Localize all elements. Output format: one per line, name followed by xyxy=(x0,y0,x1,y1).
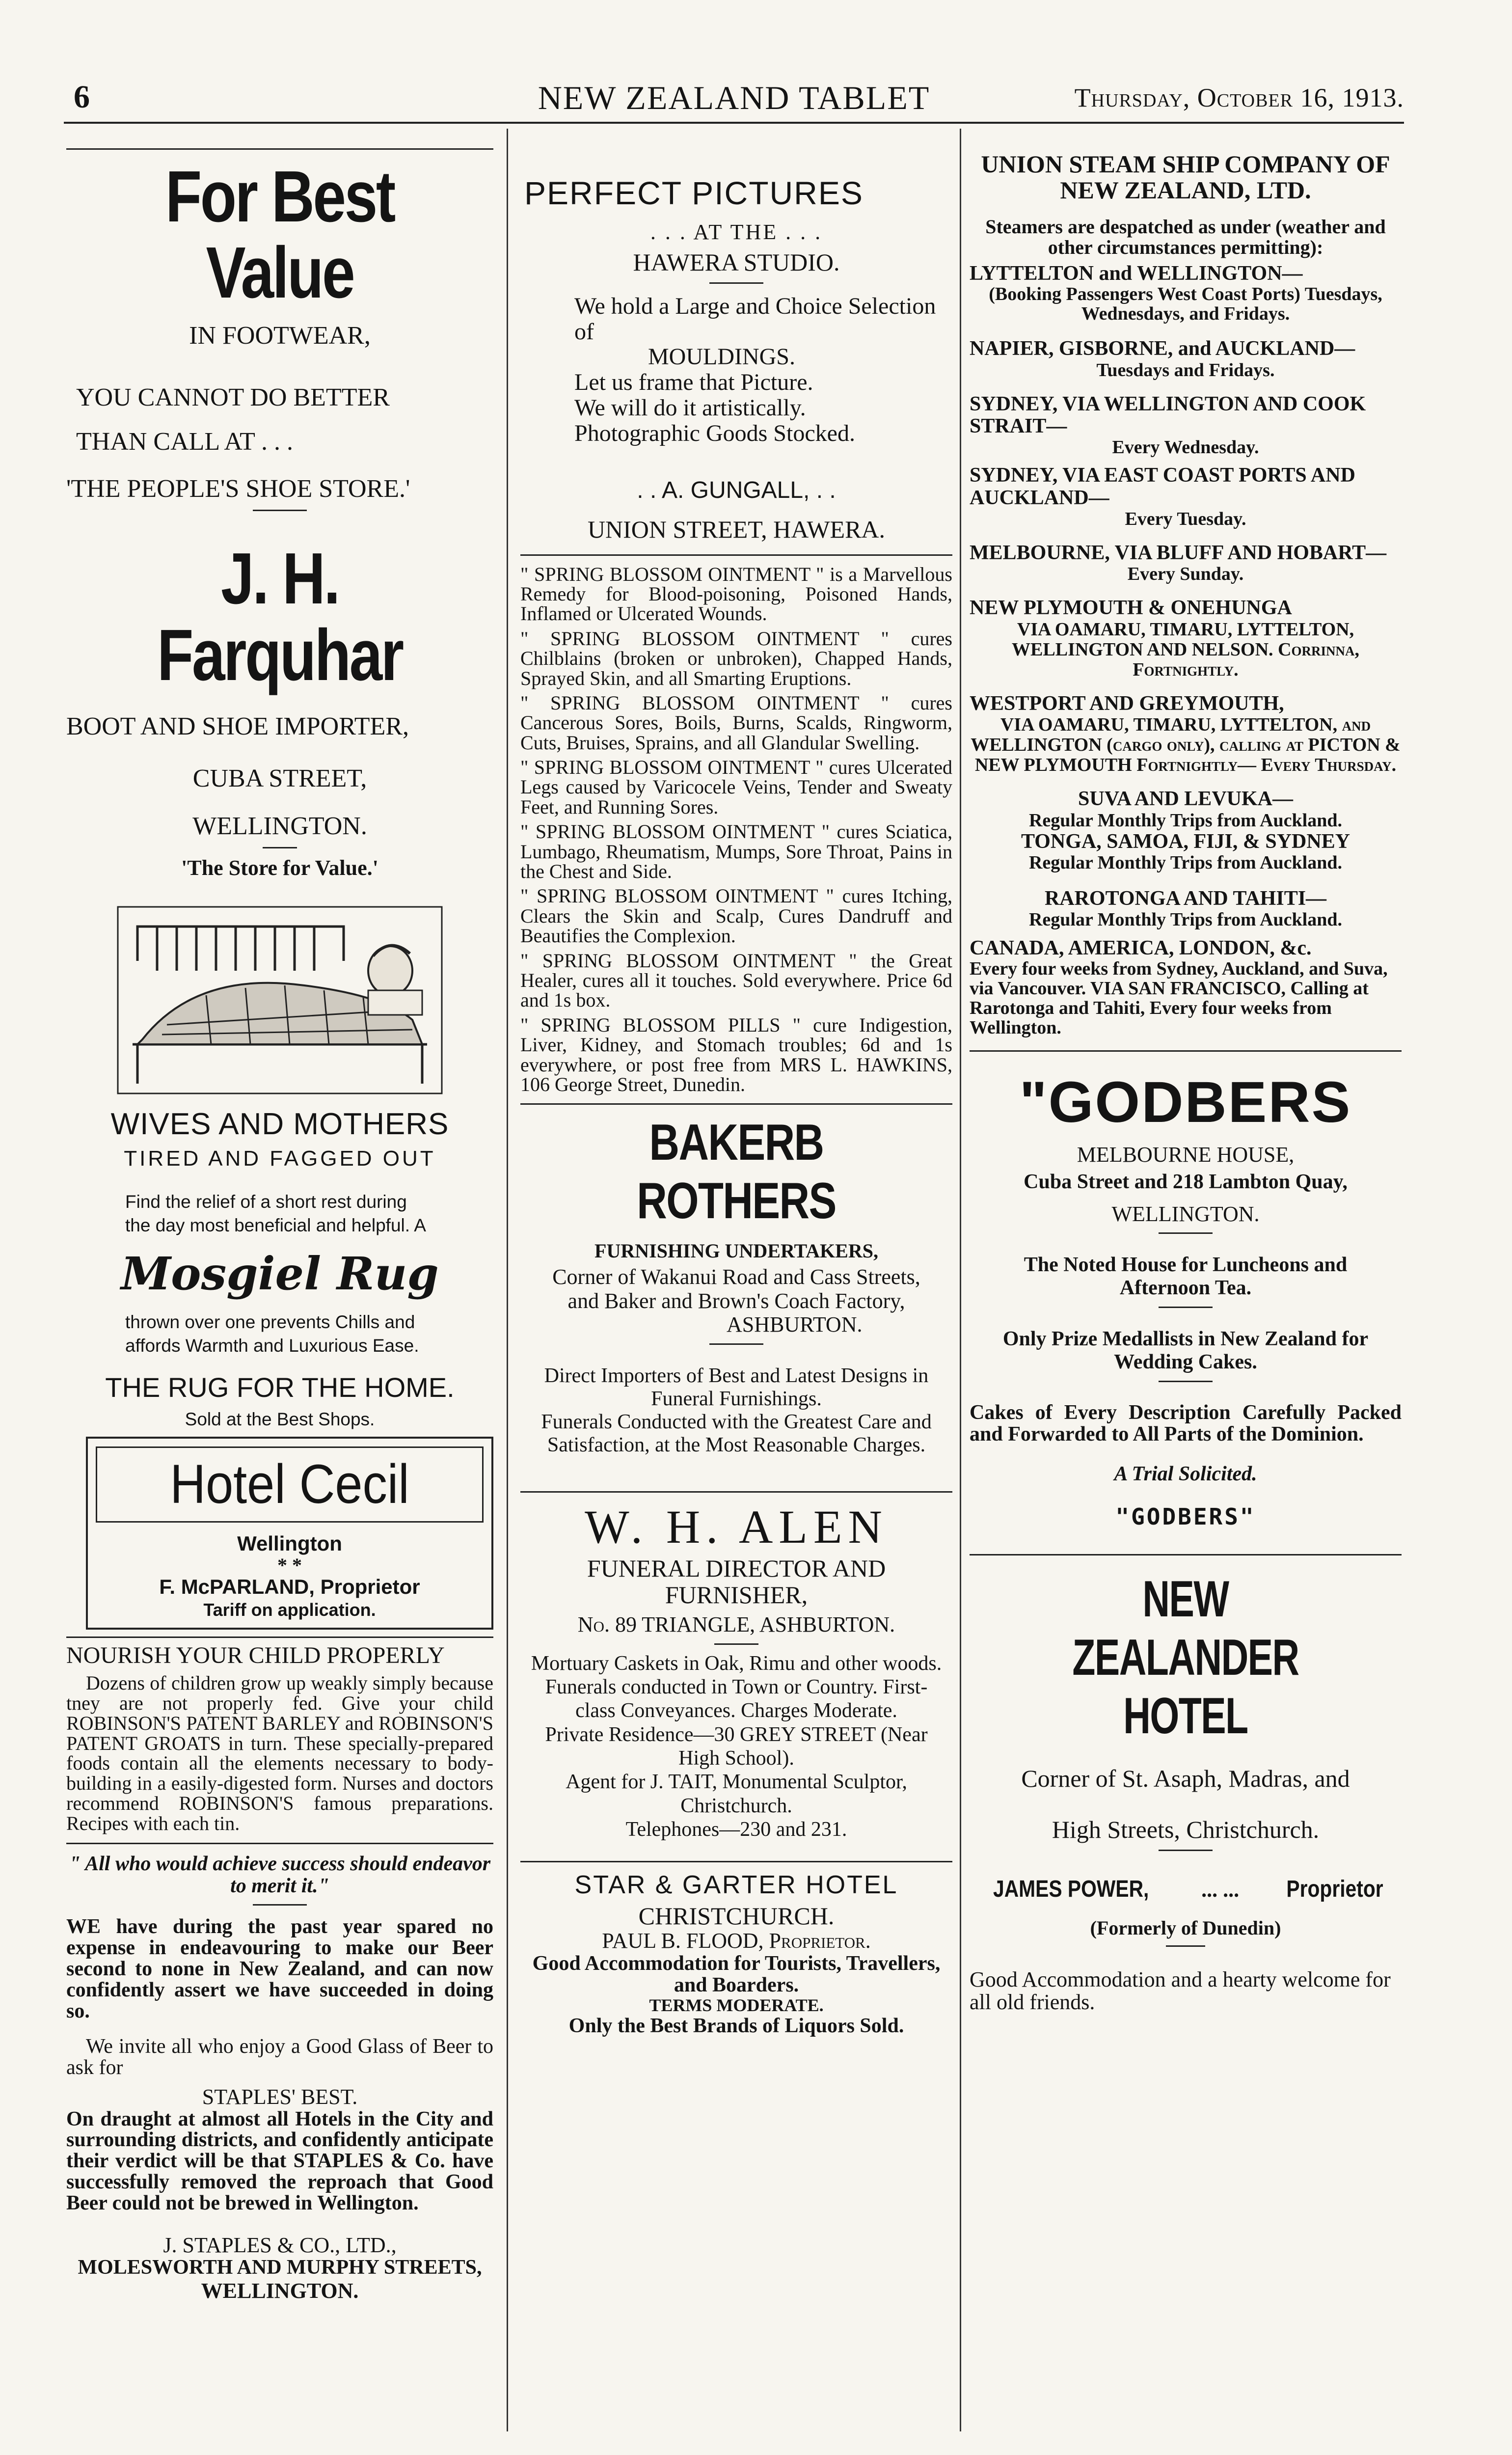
footwear-store: 'THE PEOPLE'S SHOE STORE.' xyxy=(66,475,410,503)
alen-body: Mortuary Caskets in Oak, Rimu and other woods. Funerals conducted in Town or Country. First-class Conveyances. Charges Moderate. xyxy=(531,1652,942,1722)
mosgiel-brand: Mosgiel Rug xyxy=(121,1247,439,1301)
staples-quote: " All who would achieve success should endeavor to merit it." xyxy=(69,1852,491,1897)
publication-title: NEW ZEALAND TABLET xyxy=(538,79,930,116)
godbers-name: "GODBERS xyxy=(1019,1070,1352,1135)
staples-ad xyxy=(66,1843,493,2303)
hotel-cecil-ad xyxy=(86,1437,493,1630)
union-steam-intro: Steamers are despatched as under (weather and other circumstances permitting): xyxy=(985,216,1386,258)
staples-address: MOLESWORTH AND MURPHY STREETS, xyxy=(78,2256,482,2279)
spring-blossom-item: " SPRING BLOSSOM OINTMENT " cures Chilblains (broken or unbroken), Chapped Hands, Sprayed Skin, and all Smarting Eruptions. xyxy=(520,627,952,689)
godbers-line: Only Prize Medallists in New Zealand for Wedding Cakes. xyxy=(1002,1328,1369,1374)
column-right xyxy=(970,129,1402,2431)
hawera-line: MOULDINGS. xyxy=(648,344,795,370)
hawera-line: Photographic Goods Stocked. xyxy=(574,420,855,446)
godbers-signature: "GODBERS" xyxy=(1115,1503,1256,1530)
star-garter-line: Only the Best Brands of Liquors Sold. xyxy=(568,2015,904,2037)
footwear-ad xyxy=(66,148,493,879)
staples-body: WE have during the past year spared no expense in endeavouring to make our Beer second to none in New Zealand, and can now confidently assert we have succeeded in doing so. xyxy=(66,1915,493,2022)
alen-agent: Agent for J. TAIT, Monumental Sculptor, Christchurch. xyxy=(566,1771,907,1817)
spring-blossom-item: " SPRING BLOSSOM OINTMENT " cures Itching, Clears the Skin and Scalp, Cures Dandruff and Beautifies the Complexion. xyxy=(520,885,952,947)
baker-brothers-town: ASHBURTON. xyxy=(727,1312,863,1337)
nz-hotel-address: Corner of St. Asaph, Madras, and xyxy=(1021,1764,1350,1792)
staples-company: J. STAPLES & CO., LTD., xyxy=(163,2233,397,2257)
footwear-line: IN FOOTWEAR, xyxy=(189,321,371,350)
route-detail: Every four weeks from Sydney, Auckland, and Suva, via Vancouver. VIA SAN FRANCISCO, Calling at Rarotonga and Tahiti, Every four weeks from Wellington. xyxy=(970,958,1388,1038)
hotel-cecil-tariff: Tariff on application. xyxy=(203,1600,376,1620)
hotel-cecil-stars: * * xyxy=(277,1554,302,1576)
hawera-studio-ad xyxy=(520,176,952,543)
godbers-line: Cakes of Every Description Carefully Packed and Forwarded to All Parts of the Dominion. xyxy=(970,1401,1402,1446)
hotel-cecil-city: Wellington xyxy=(237,1531,342,1555)
godbers-house: MELBOURNE HOUSE, xyxy=(1077,1142,1295,1167)
footwear-merchant: J. H. Farquhar xyxy=(157,538,403,696)
nz-hotel-closing: Good Accommodation and a hearty welcome for all old friends. xyxy=(970,1967,1391,2014)
column-divider xyxy=(960,129,961,2431)
route-detail: Every Sunday. xyxy=(1127,564,1244,585)
route-name: RAROTONGA AND TAHITI— xyxy=(1044,887,1327,910)
godbers-city: WELLINGTON. xyxy=(1111,1201,1260,1226)
header-rule xyxy=(64,122,1404,124)
hawera-line: We hold a Large and Choice Selection of xyxy=(574,293,936,345)
nz-hotel-proprietor: JAMES POWER, xyxy=(993,1876,1149,1902)
robinson-body: Dozens of children grow up weakly simply because tney are not properly fed. Give your child ROBINSON'S PATENT BARLEY and ROBINSON'S PATENT GROATS in turn. These specially-prepared foods contain all the elements necessary to body-building in a easily-digested form. Nurses and doctors recommend ROBINSON'S famous preparations. Recipes with each tin. xyxy=(66,1672,493,1834)
hawera-studio: HAWERA STUDIO. xyxy=(633,248,840,276)
route-detail: Regular Monthly Trips from Auckland. xyxy=(1028,909,1342,930)
footwear-street: CUBA STREET, xyxy=(192,764,367,793)
baker-brothers-line: Funerals Conducted with the Greatest Care and Satisfaction, at the Most Reasonable Charges. xyxy=(541,1410,932,1456)
alen-phones: Telephones—230 and 231. xyxy=(625,1818,847,1841)
nz-hotel-dots: ... ... xyxy=(1201,1877,1240,1902)
hawera-headline: PERFECT PICTURES xyxy=(524,175,864,211)
sofa-illustration xyxy=(108,897,452,1103)
robinson-headline: NOURISH YOUR CHILD PROPERLY xyxy=(66,1642,445,1669)
spring-blossom-ad xyxy=(520,554,952,1095)
footwear-line: THAN CALL AT . . . xyxy=(76,428,293,456)
robinson-ad xyxy=(66,1637,493,1833)
route-detail: VIA OAMARU, TIMARU, LYTTELTON, and WELLINGTON (cargo only), calling at PICTON & NEW PLYMOUTH Fortnightly— Every Thursday. xyxy=(971,714,1401,776)
mosgiel-tagline: THE RUG FOR THE HOME. xyxy=(105,1372,455,1403)
spring-blossom-item: " SPRING BLOSSOM PILLS " cure Indigestion, Liver, Kidney, and Stomach troubles; 6d and 1s everywhere, or post free from MRS L. HAWKINS, 106 George Street, Dunedin. xyxy=(520,1013,952,1095)
godbers-ad xyxy=(970,1050,1402,1529)
route-detail: Every Tuesday. xyxy=(1125,509,1246,529)
hawera-at-the: . . . AT THE . . . xyxy=(650,220,823,245)
column-divider xyxy=(507,129,508,2431)
footwear-slogan: 'The Store for Value.' xyxy=(181,855,378,880)
staples-product: STAPLES' BEST. xyxy=(202,2085,358,2109)
mosgiel-body: thrown over one prevents Chills and affords Warmth and Luxurious Ease. xyxy=(125,1311,419,1356)
baker-brothers-address: Corner of Wakanui Road and Cass Streets, and Baker and Brown's Coach Factory, xyxy=(552,1264,920,1313)
hotel-cecil-proprietor: F. McPARLAND, Proprietor xyxy=(159,1575,420,1599)
route-name: NAPIER, GISBORNE, and AUCKLAND— xyxy=(970,337,1355,360)
spring-blossom-item: " SPRING BLOSSOM OINTMENT " is a Marvellous Remedy for Blood-poisoning, Poisoned Hands, Inflamed or Ulcerated Wounds. xyxy=(520,563,952,625)
star-garter-terms: TERMS MODERATE. xyxy=(649,1995,824,2016)
page-number: 6 xyxy=(74,79,90,115)
mosgiel-body: Find the relief of a short rest during the day most beneficial and helpful. A xyxy=(125,1191,426,1236)
hotel-cecil-title: Hotel Cecil xyxy=(170,1453,409,1515)
page-header xyxy=(64,79,1404,123)
route-name: SUVA AND LEVUKA— xyxy=(1078,788,1293,811)
spring-blossom-item: " SPRING BLOSSOM OINTMENT " cures Cancerous Sores, Boils, Burns, Scalds, Ringworm, Cuts, Bruises, Sprains, and all Glandular Swelling. xyxy=(520,691,952,754)
staples-city: WELLINGTON. xyxy=(201,2278,359,2303)
nz-hotel-formerly: (Formerly of Dunedin) xyxy=(1090,1916,1281,1939)
issue-date: Thursday, October 16, 1913. xyxy=(1074,83,1404,112)
alen-residence: Private Residence—30 GREY STREET (Near High School). xyxy=(545,1723,928,1770)
route-name: NEW PLYMOUTH & ONEHUNGA xyxy=(970,597,1292,620)
baker-brothers-name: BAKERB ROTHERS xyxy=(637,1114,836,1230)
column-left xyxy=(66,129,493,2431)
star-garter-proprietor: PAUL B. FLOOD, Proprietor. xyxy=(602,1929,871,1953)
route-detail: Regular Monthly Trips from Auckland. xyxy=(1028,852,1342,873)
route-name: CANADA, AMERICA, LONDON, &c. xyxy=(970,936,1312,959)
mosgiel-headline: WIVES AND MOTHERS xyxy=(110,1107,449,1142)
footwear-line: YOU CANNOT DO BETTER xyxy=(76,383,390,411)
star-garter-line: Good Accommodation for Tourists, Travellers, and Boarders. xyxy=(532,1952,941,1997)
godbers-address: Cuba Street and 218 Lambton Quay, xyxy=(1024,1171,1348,1194)
union-steam-ad xyxy=(970,151,1402,1037)
star-garter-ad xyxy=(520,1861,952,2037)
godbers-trial: A Trial Solicited. xyxy=(1114,1462,1257,1485)
alen-address: No. 89 TRIANGLE, ASHBURTON. xyxy=(577,1612,895,1637)
mosgiel-subheadline: TIRED AND FAGGED OUT xyxy=(124,1146,436,1171)
star-garter-name: STAR & GARTER HOTEL xyxy=(574,1871,898,1900)
route-detail: Regular Monthly Trips from Auckland. xyxy=(1028,810,1342,831)
staples-body: On draught at almost all Hotels in the City and surrounding districts, and confidently anticipate their verdict will be that STAPLES & Co. have successfully removed the reproach that Good Beer could not be brewed in Wellington. xyxy=(66,2107,493,2214)
route-name: SYDNEY, VIA EAST COAST PORTS AND AUCKLAND— xyxy=(970,464,1355,509)
alen-trade: FUNERAL DIRECTOR AND FURNISHER, xyxy=(587,1555,886,1609)
baker-brothers-ad xyxy=(520,1103,952,1456)
nz-hotel-ad xyxy=(970,1554,1402,2014)
route-name: LYTTELTON and WELLINGTON— xyxy=(970,262,1303,285)
route-detail: Every Wednesday. xyxy=(1112,437,1259,458)
route-name: MELBOURNE, VIA BLUFF AND HOBART— xyxy=(970,542,1387,565)
footwear-headline: For Best Value xyxy=(165,156,395,314)
spring-blossom-item: " SPRING BLOSSOM OINTMENT " cures Sciatica, Lumbago, Rheumatism, Mumps, Sore Throat, Pains in the Chest and Side. xyxy=(520,820,952,883)
column-middle xyxy=(520,129,952,2431)
nz-hotel-name: NEW ZEALANDER HOTEL xyxy=(1072,1570,1299,1745)
hawera-line: Let us frame that Picture. xyxy=(574,369,813,396)
nz-hotel-address: High Streets, Christchurch. xyxy=(1052,1815,1320,1843)
hawera-address: UNION STREET, HAWERA. xyxy=(587,515,886,543)
godbers-line: The Noted House for Luncheons and Afternoon Tea. xyxy=(1024,1254,1348,1300)
route-name: WESTPORT AND GREYMOUTH, xyxy=(970,692,1284,715)
route-detail: VIA OAMARU, TIMARU, LYTTELTON, WELLINGTON AND NELSON. Corrinna, Fortnightly. xyxy=(1012,619,1359,680)
alen-name: W. H. ALEN xyxy=(585,1500,888,1553)
baker-brothers-line: Direct Importers of Best and Latest Designs in Funeral Furnishings. xyxy=(544,1364,929,1410)
footwear-city: WELLINGTON. xyxy=(192,812,367,840)
route-detail: (Booking Passengers West Coast Ports) Tuesdays, Wednesdays, and Fridays. xyxy=(989,284,1382,325)
baker-brothers-trade: FURNISHING UNDERTAKERS, xyxy=(594,1240,878,1262)
hawera-line: We will do it artistically. xyxy=(574,395,806,421)
star-garter-city: CHRISTCHURCH. xyxy=(638,1902,835,1930)
route-detail: Tuesdays and Fridays. xyxy=(1096,359,1275,381)
staples-body: We invite all who enjoy a Good Glass of Beer to ask for xyxy=(66,2035,493,2079)
nz-hotel-proprietor-label: Proprietor xyxy=(1286,1876,1383,1902)
mosgiel-ad xyxy=(66,897,493,1431)
footwear-role: BOOT AND SHOE IMPORTER, xyxy=(66,712,409,741)
route-name: SYDNEY, VIA WELLINGTON AND COOK STRAIT— xyxy=(970,392,1366,437)
spring-blossom-item: " SPRING BLOSSOM OINTMENT " cures Ulcerated Legs caused by Varicocele Veins, Tender and Sweaty Feet, and Running Sores. xyxy=(520,756,952,818)
alen-ad xyxy=(520,1491,952,1842)
hawera-proprietor: . . A. GUNGALL, . . xyxy=(637,477,836,503)
spring-blossom-item: " SPRING BLOSSOM OINTMENT " the Great Healer, cures all it touches. Sold everywhere. Price 6d and 1s box. xyxy=(520,949,952,1011)
route-name: TONGA, SAMOA, FIJI, & SYDNEY xyxy=(1021,830,1350,853)
union-steam-title: UNION STEAM SHIP COMPANY OF NEW ZEALAND, LTD. xyxy=(981,150,1390,204)
mosgiel-sold: Sold at the Best Shops. xyxy=(185,1409,375,1429)
